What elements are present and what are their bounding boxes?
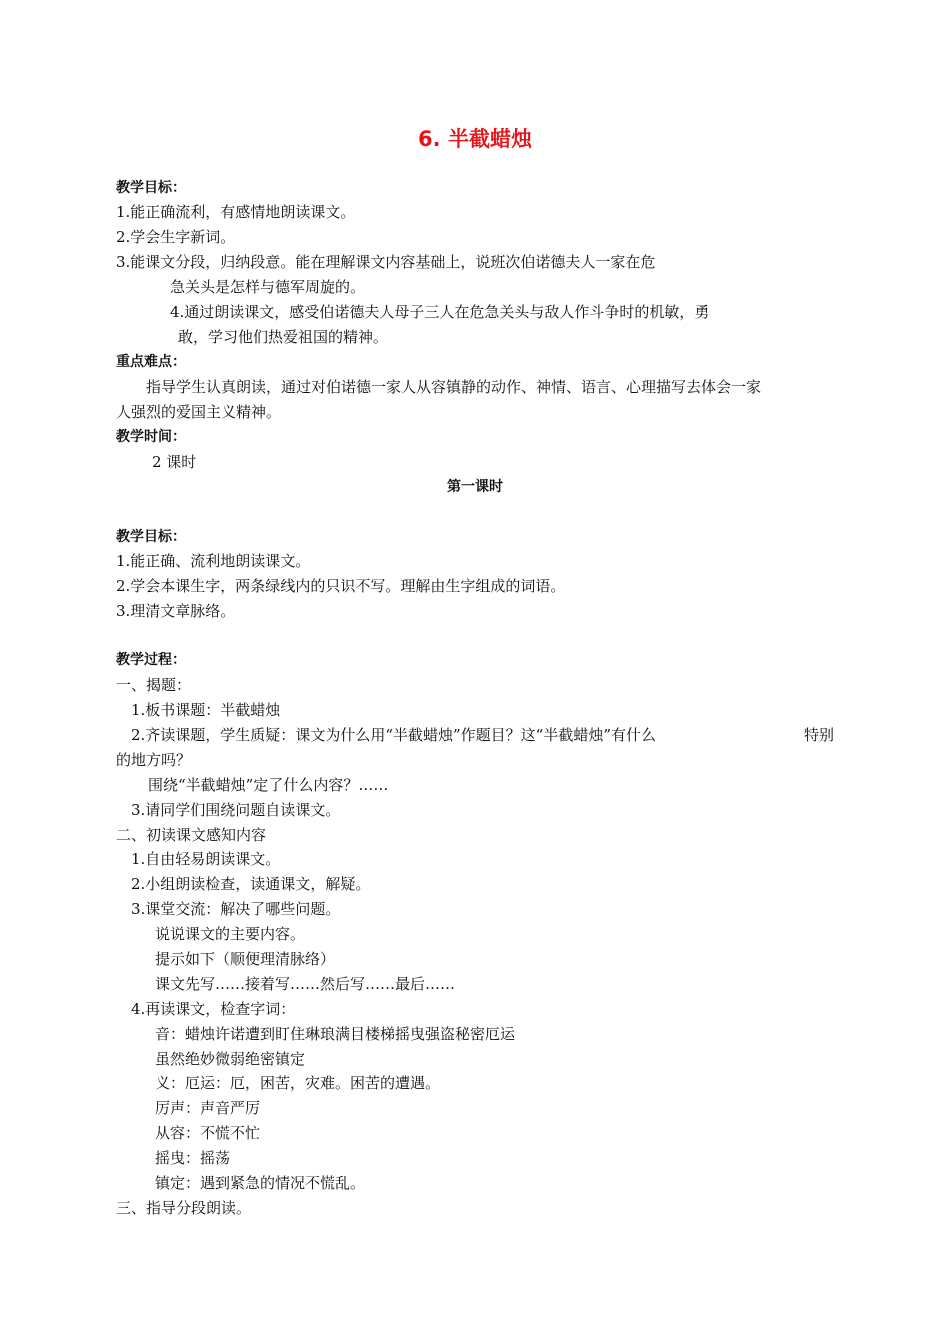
process-line: 虽然绝妙微弱绝密镇定 — [155, 1050, 306, 1068]
process-line: 摇曳：摇荡 — [155, 1149, 231, 1167]
lesson1-heading: 第一课时 — [447, 479, 503, 495]
time-value: 2 课时 — [152, 453, 197, 471]
process-line: 3.课堂交流：解决了哪些问题。 — [131, 900, 341, 918]
lesson1-goals-heading: 教学目标： — [116, 529, 186, 545]
lesson1-goal-item: 3.理清文章脉络。 — [116, 602, 236, 620]
process-heading: 教学过程： — [116, 652, 186, 668]
goal-item: 2.学会生字新词。 — [116, 228, 236, 246]
process-line: 2.小组朗读检查，读通课文，解疑。 — [131, 875, 371, 893]
key-line: 人强烈的爱国主义精神。 — [116, 403, 282, 421]
goal-item: 3.能课文分段，归纳段意。能在理解课文内容基础上，说班次伯诺德夫人一家在危 — [116, 253, 656, 271]
page-title: 6. 半截蜡烛 — [418, 127, 532, 151]
process-line: 说说课文的主要内容。 — [155, 925, 306, 943]
process-line: 音：蜡烛许诺遭到盯住琳琅满目楼梯摇曳强盗秘密厄运 — [155, 1025, 516, 1043]
process-line: 提示如下（顺便理清脉络） — [155, 950, 336, 968]
goal-item: 1.能正确流利，有感情地朗读课文。 — [116, 203, 356, 221]
key-heading: 重点难点： — [116, 354, 186, 370]
process-line: 义：厄运：厄，困苦，灾难。困苦的遭遇。 — [155, 1074, 441, 1092]
process-line: 二、初读课文感知内容 — [116, 826, 267, 844]
process-line: 厉声：声音严厉 — [155, 1099, 261, 1117]
goal-item: 4.通过朗读课文，感受伯诺德夫人母子三人在危急关头与敌人作斗争时的机敏，勇 — [170, 303, 710, 321]
key-line: 指导学生认真朗读，通过对伯诺德一家人从容镇静的动作、神情、语言、心理描写去体会一家 — [146, 378, 762, 396]
process-line: 1.自由轻易朗读课文。 — [131, 850, 281, 868]
goals-heading: 教学目标： — [116, 180, 186, 196]
process-line: 一、揭题： — [116, 676, 192, 694]
process-line: 的地方吗？ — [116, 751, 192, 769]
process-line: 1.板书课题：半截蜡烛 — [131, 701, 281, 719]
goal-item: 急关头是怎样与德军周旋的。 — [170, 278, 366, 296]
process-line: 4.再读课文，检查字词： — [131, 1000, 296, 1018]
goal-item: 敢，学习他们热爱祖国的精神。 — [178, 328, 389, 346]
process-line: 镇定：遇到紧急的情况不慌乱。 — [155, 1174, 366, 1192]
time-heading: 教学时间： — [116, 429, 186, 445]
process-line: 2.齐读课题，学生质疑：课文为什么用“半截蜡烛”作题目？这“半截蜡烛”有什么 — [131, 726, 656, 744]
lesson1-goal-item: 2.学会本课生字，两条绿线内的只识不写。理解由生字组成的词语。 — [116, 577, 566, 595]
process-line: 特别 — [804, 726, 835, 744]
process-line: 三、指导分段朗读。 — [116, 1199, 252, 1217]
process-line: 3.请同学们围绕问题自读课文。 — [131, 801, 341, 819]
process-line: 课文先写……接着写……然后写……最后…… — [155, 975, 456, 993]
process-line: 围绕“半截蜡烛”定了什么内容？…… — [148, 776, 389, 794]
process-line: 从容：不慌不忙 — [155, 1124, 261, 1142]
lesson1-goal-item: 1.能正确、流利地朗读课文。 — [116, 552, 311, 570]
